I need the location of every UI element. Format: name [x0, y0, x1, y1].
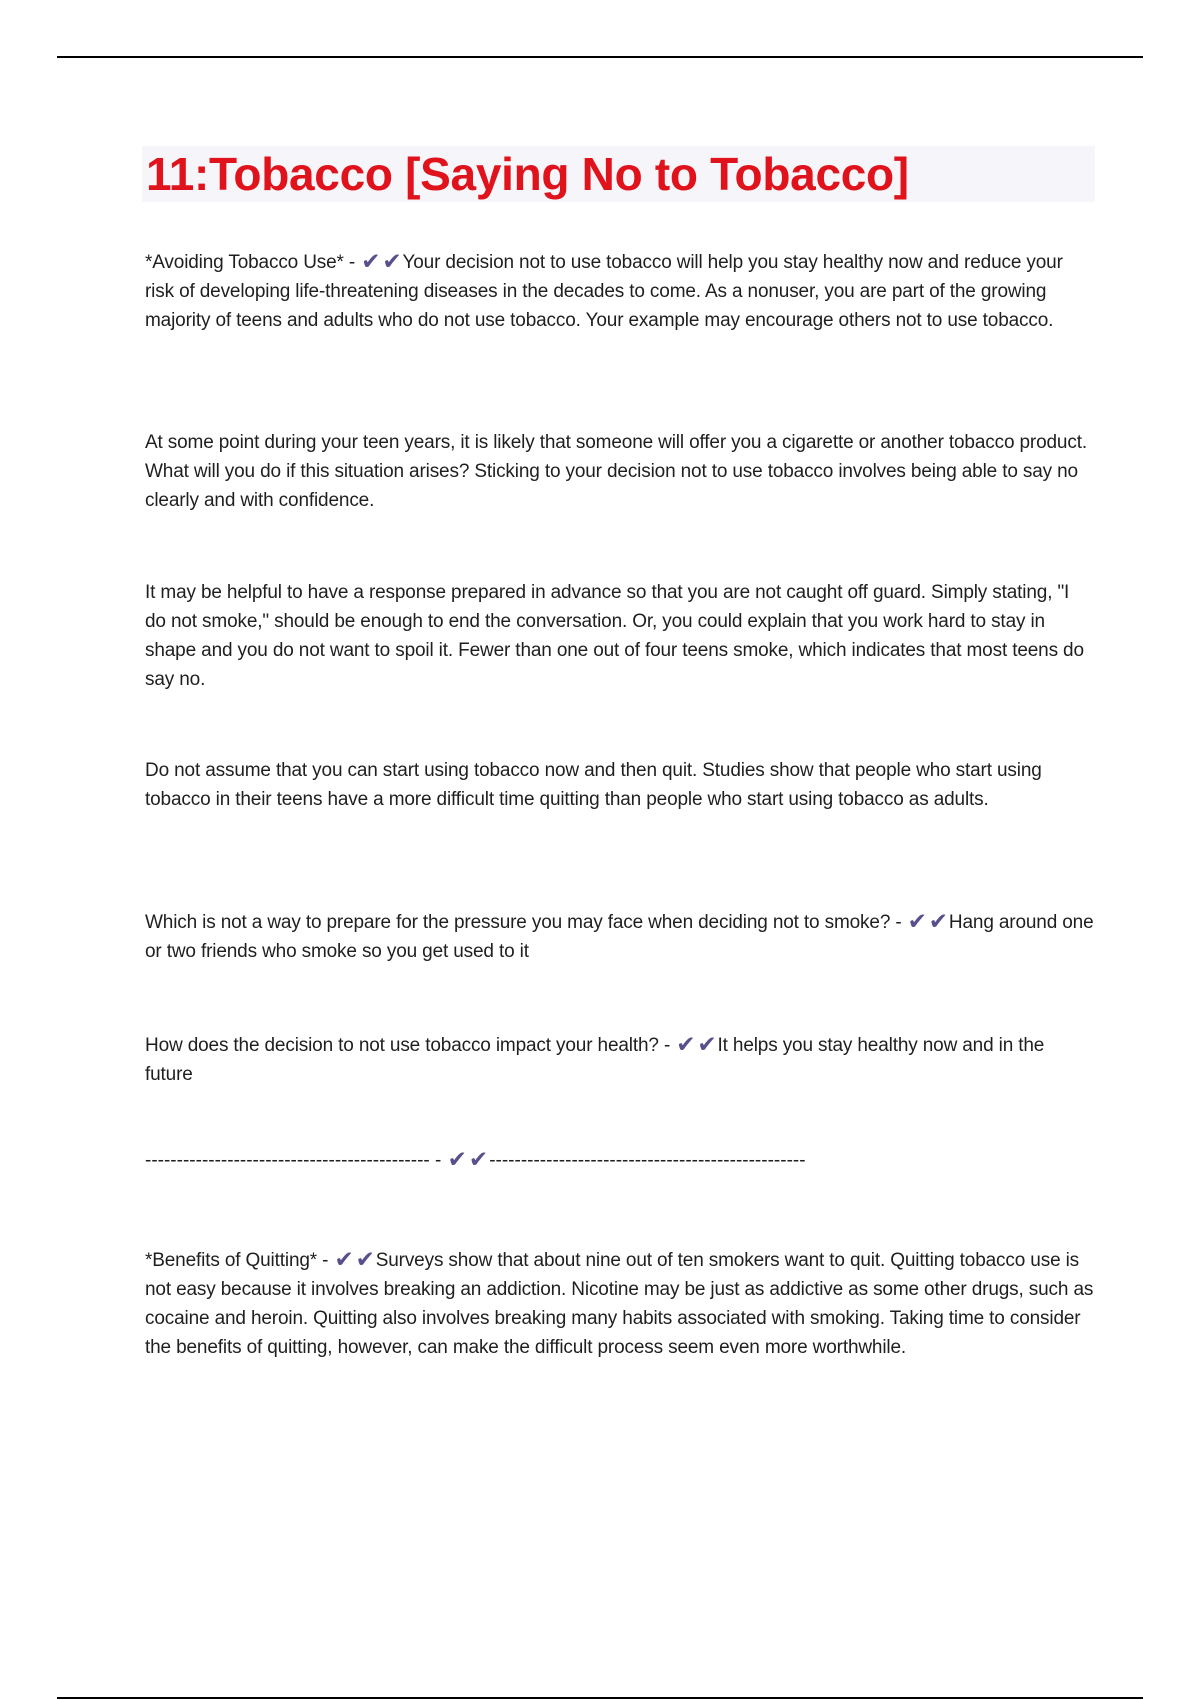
- check-icon: ✔: [334, 1247, 354, 1273]
- answer-text: Hang around one or two friends who smoke so you get used to it: [145, 912, 1094, 962]
- check-icon: ✔: [361, 249, 381, 275]
- check-icon: ✔: [676, 1032, 696, 1058]
- question-text: *Avoiding Tobacco Use* -: [145, 252, 361, 273]
- check-icon: ✔: [355, 1247, 375, 1273]
- qa-block-benefits-of-quitting: [145, 1246, 1095, 1362]
- section-divider: [145, 1146, 1095, 1175]
- qa-block-avoiding-tobacco-use: [145, 248, 1095, 335]
- title-bar: [142, 146, 1095, 202]
- divider-right: --------------------------------------------------: [489, 1150, 806, 1171]
- check-icon: ✔: [697, 1032, 717, 1058]
- answer-text: Your decision not to use tobacco will help you stay healthy now and reduce your risk of developing life-threatening diseases in the decades to come. As a nonuser, you are part of the growing majority of teens and adults who do not use tobacco. Your example may encourage others not to use tobacco.: [145, 252, 1063, 331]
- page-title: 11:Tobacco [Saying No to Tobacco]: [146, 148, 909, 200]
- check-icon: ✔: [928, 909, 948, 935]
- answer-text: It helps you stay healthy now and in the future: [145, 1035, 1045, 1085]
- check-icon: ✔: [382, 249, 402, 275]
- question-text: *Benefits of Quitting* -: [145, 1250, 334, 1271]
- paragraph-response-prepared: It may be helpful to have a response prepared in advance so that you are not caught off guard. Simply stating, "I do not smoke," should be enough to end the conversation. Or, you could explain that you work hard to stay in shape and you do not want to spoil it. Fewer than one out of four teens smoke, which indicates that most teens do say no.: [145, 582, 1084, 690]
- divider-sep: -: [429, 1150, 447, 1171]
- check-icon: ✔: [468, 1147, 489, 1173]
- question-text: Which is not a way to prepare for the pressure you may face when deciding not to smoke? -: [145, 912, 907, 933]
- qa-block-prepare-for-pressure: [145, 908, 1095, 966]
- document-body: [145, 146, 1095, 1358]
- divider-left: ---------------------------------------------: [145, 1150, 430, 1171]
- check-icon: ✔: [447, 1147, 467, 1173]
- question-text: How does the decision to not use tobacco impact your health? -: [145, 1035, 676, 1056]
- qa-block-decision-impact: [145, 1031, 1095, 1089]
- page-top-rule: [57, 56, 1143, 58]
- paragraph-teen-years: At some point during your teen years, it is likely that someone will offer you a cigarette or another tobacco product. What will you do if this situation arises? Sticking to your decision not to use tobacco involves being able to say no clearly and with confidence.: [145, 432, 1087, 511]
- page-bottom-rule: [57, 1697, 1143, 1699]
- answer-text: Surveys show that about nine out of ten smokers want to quit. Quitting tobacco use is not easy because it involves breaking an addiction. Nicotine may be just as addictive as some other drugs, such as cocaine and heroin. Quitting also involves breaking many habits associated with smoking. Taking time to consider the benefits of quitting, however, can make the difficult process seem even more worthwhile.: [145, 1250, 1094, 1358]
- paragraph-start-and-quit: Do not assume that you can start using tobacco now and then quit. Studies show that people who start using tobacco in their teens have a more difficult time quitting than people who start using tobacco as adults.: [145, 760, 1042, 810]
- check-icon: ✔: [907, 909, 927, 935]
